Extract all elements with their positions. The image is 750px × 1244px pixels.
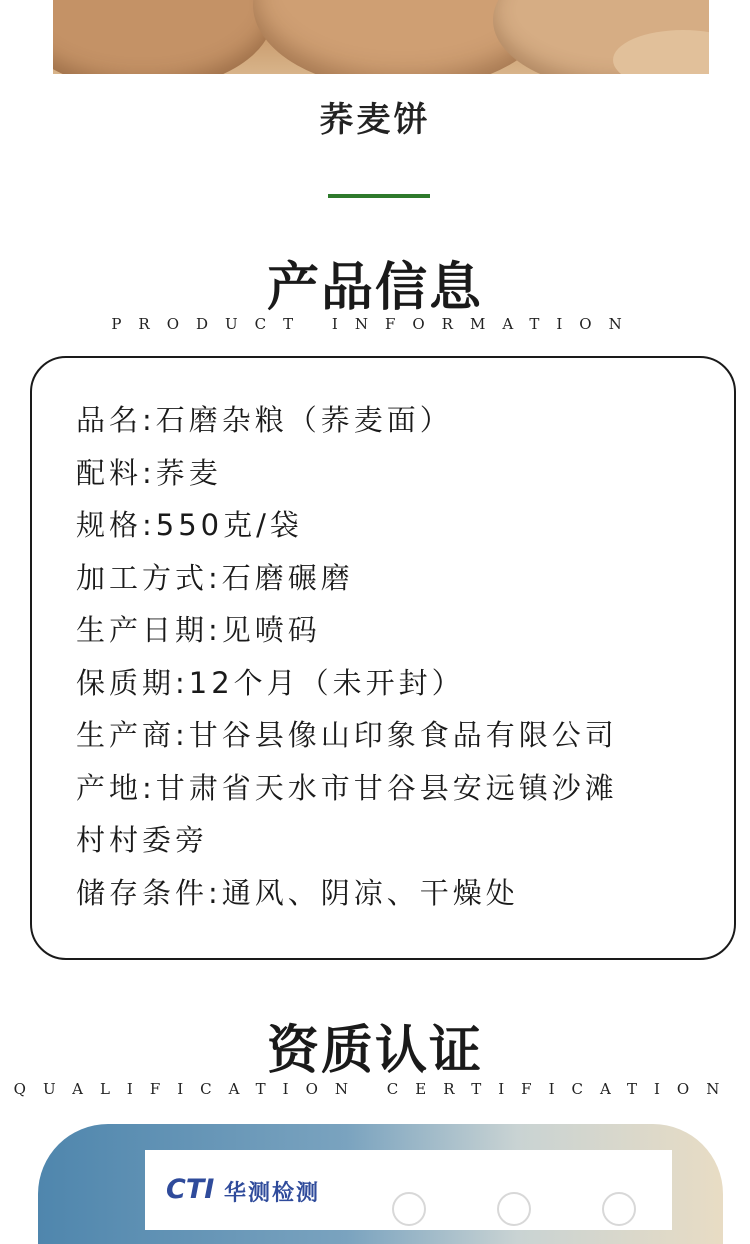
product-caption: 荞麦饼 [319,100,431,140]
info-list [76,394,696,919]
info-line-storage: 储存条件:通风、阴凉、干燥处 [76,875,519,910]
info-line-origin-cont: 村村委旁 [76,823,209,857]
info-line-process: 加工方式:石磨碾磨 [76,560,354,595]
divider-bar [328,194,430,198]
cert-section-subtitle: QUALIFICATION CERTIFICATION [13,1080,737,1098]
info-section-title: 产品信息 [266,257,483,318]
info-box [30,356,736,960]
info-line-origin: 产地:甘肃省天水市甘谷县安远镇沙滩 [76,770,618,805]
info-line-spec: 规格:550克/袋 [76,508,303,542]
watermark-seal-icon [497,1192,531,1226]
info-line-production-date: 生产日期:见喷码 [76,613,321,647]
product-photo [53,0,709,74]
info-line-ingredients: 配料:荞麦 [76,455,222,490]
info-section-subtitle: PRODUCT INFORMATION [111,315,639,333]
info-line-manufacturer: 生产商:甘谷县像山印象食品有限公司 [76,718,618,752]
cti-logo: CTI [166,1174,215,1205]
info-line-name: 品名:石磨杂粮（荞麦面） [76,403,453,437]
info-line-shelf-life: 保质期:12个月（未开封） [76,665,465,700]
certifier-name: 华测检测 [224,1181,321,1206]
watermark-seal-icon [392,1192,426,1226]
cert-section-title: 资质认证 [266,1020,483,1081]
watermark-seal-icon [602,1192,636,1226]
